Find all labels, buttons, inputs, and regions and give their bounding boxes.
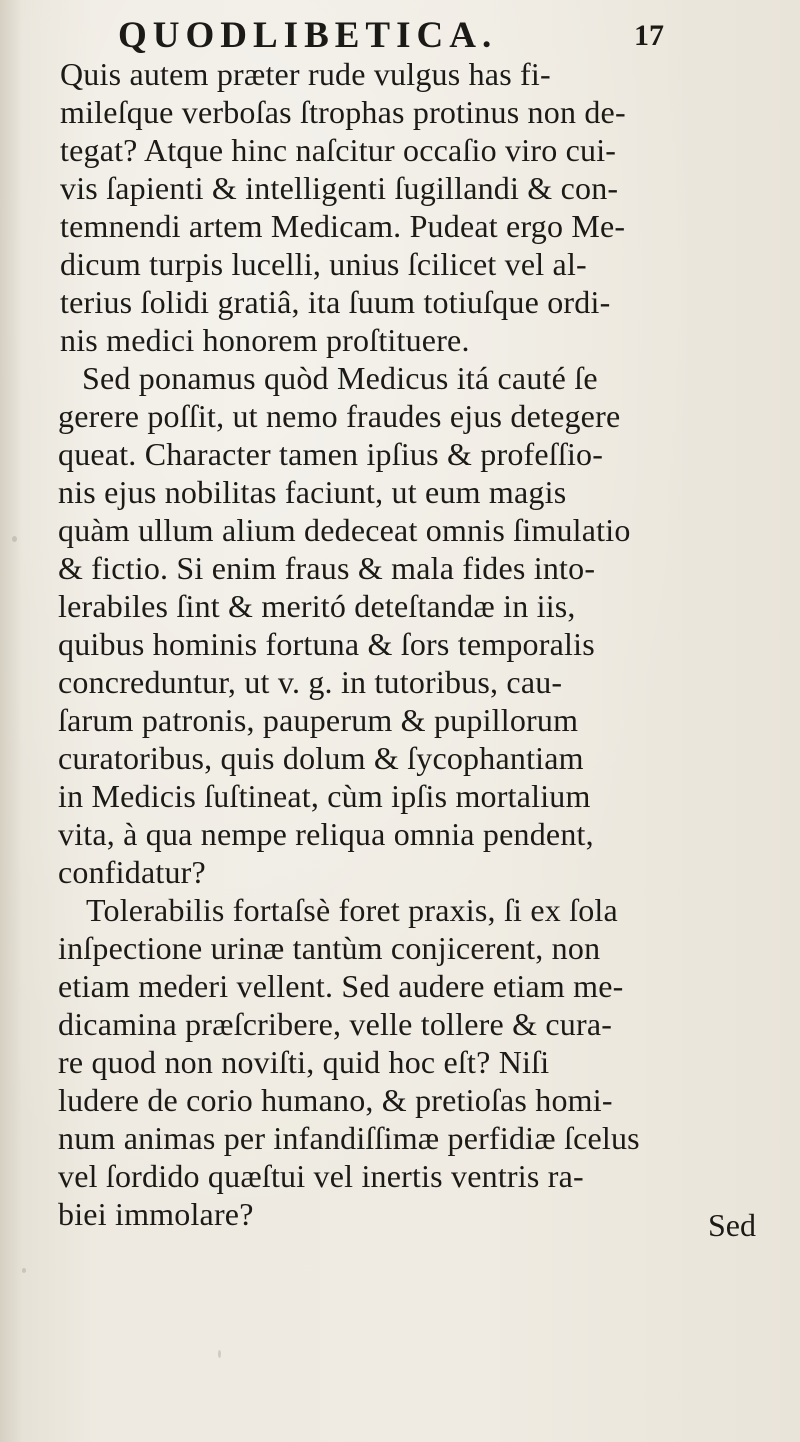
text-line: vel ſordido quæſtui vel inertis ventris ra- xyxy=(58,1158,584,1194)
text-line: dicum turpis lucelli, unius ſcilicet vel al- xyxy=(60,246,587,282)
text-line: gerere poſſit, ut nemo fraudes ejus detegere xyxy=(58,398,621,434)
text-line: ſarum patronis, pauperum & pupillorum xyxy=(58,702,579,738)
text-line: Tolerabilis fortaſsè foret praxis, ſi ex ſola xyxy=(86,892,618,928)
text-line: ludere de corio humano, & pretioſas homi- xyxy=(58,1082,613,1118)
text-line: vita, à qua nempe reliqua omnia pendent, xyxy=(58,816,594,852)
page-gutter-shadow xyxy=(0,0,22,1442)
text-line: quàm ullum alium dedeceat omnis ſimulatio xyxy=(58,512,631,548)
text-line: temnendi artem Medicam. Pudeat ergo Me- xyxy=(60,208,626,244)
text-line: vis ſapienti & intelligenti ſugillandi & con- xyxy=(60,170,619,206)
page-number: 17 xyxy=(634,19,664,52)
catchword: Sed xyxy=(708,1207,756,1243)
text-line: terius ſolidi gratiâ, ita ſuum totiuſque ordi- xyxy=(60,284,611,320)
text-line: lerabiles ſint & meritó deteſtandæ in iis, xyxy=(58,588,576,624)
text-line: in Medicis ſuſtineat, cùm ipſis mortalium xyxy=(58,778,591,814)
text-line: quibus hominis fortuna & ſors temporalis xyxy=(58,626,595,662)
text-line: confidatur? xyxy=(58,854,206,890)
text-line: inſpectione urinæ tantùm conjicerent, non xyxy=(58,930,601,966)
text-line: mileſque verboſas ſtrophas protinus non de- xyxy=(60,94,626,130)
text-line: num animas per infandiſſimæ perfidiæ ſcelus xyxy=(58,1120,640,1156)
text-line: Sed ponamus quòd Medicus itá cauté ſe xyxy=(82,360,598,396)
text-line: re quod non noviſti, quid hoc eſt? Niſi xyxy=(58,1044,550,1080)
running-head xyxy=(0,12,800,60)
text-line: concreduntur, ut v. g. in tutoribus, cau- xyxy=(58,664,563,700)
text-line: queat. Character tamen ipſius & profeſſio- xyxy=(58,436,604,472)
text-line: & fictio. Si enim fraus & mala fides into- xyxy=(58,550,596,586)
text-line: etiam mederi vellent. Sed audere etiam me- xyxy=(58,968,624,1004)
text-line: biei immolare? xyxy=(58,1196,254,1232)
text-line: curatoribus, quis dolum & ſycophantiam xyxy=(58,740,584,776)
text-line: Quis autem præter rude vulgus has fi- xyxy=(60,56,551,92)
text-line: dicamina præſcribere, velle tollere & cura- xyxy=(58,1006,613,1042)
paper-speck xyxy=(218,1350,221,1358)
text-line: nis medici honorem proſtituere. xyxy=(60,322,470,358)
text-line: nis ejus nobilitas faciunt, ut eum magis xyxy=(58,474,567,510)
text-line: tegat? Atque hinc naſcitur occaſio viro cui- xyxy=(60,132,617,168)
paper-speck xyxy=(22,1268,26,1273)
running-head-title: QUODLIBETICA. xyxy=(118,15,498,56)
paper-speck xyxy=(12,536,17,542)
